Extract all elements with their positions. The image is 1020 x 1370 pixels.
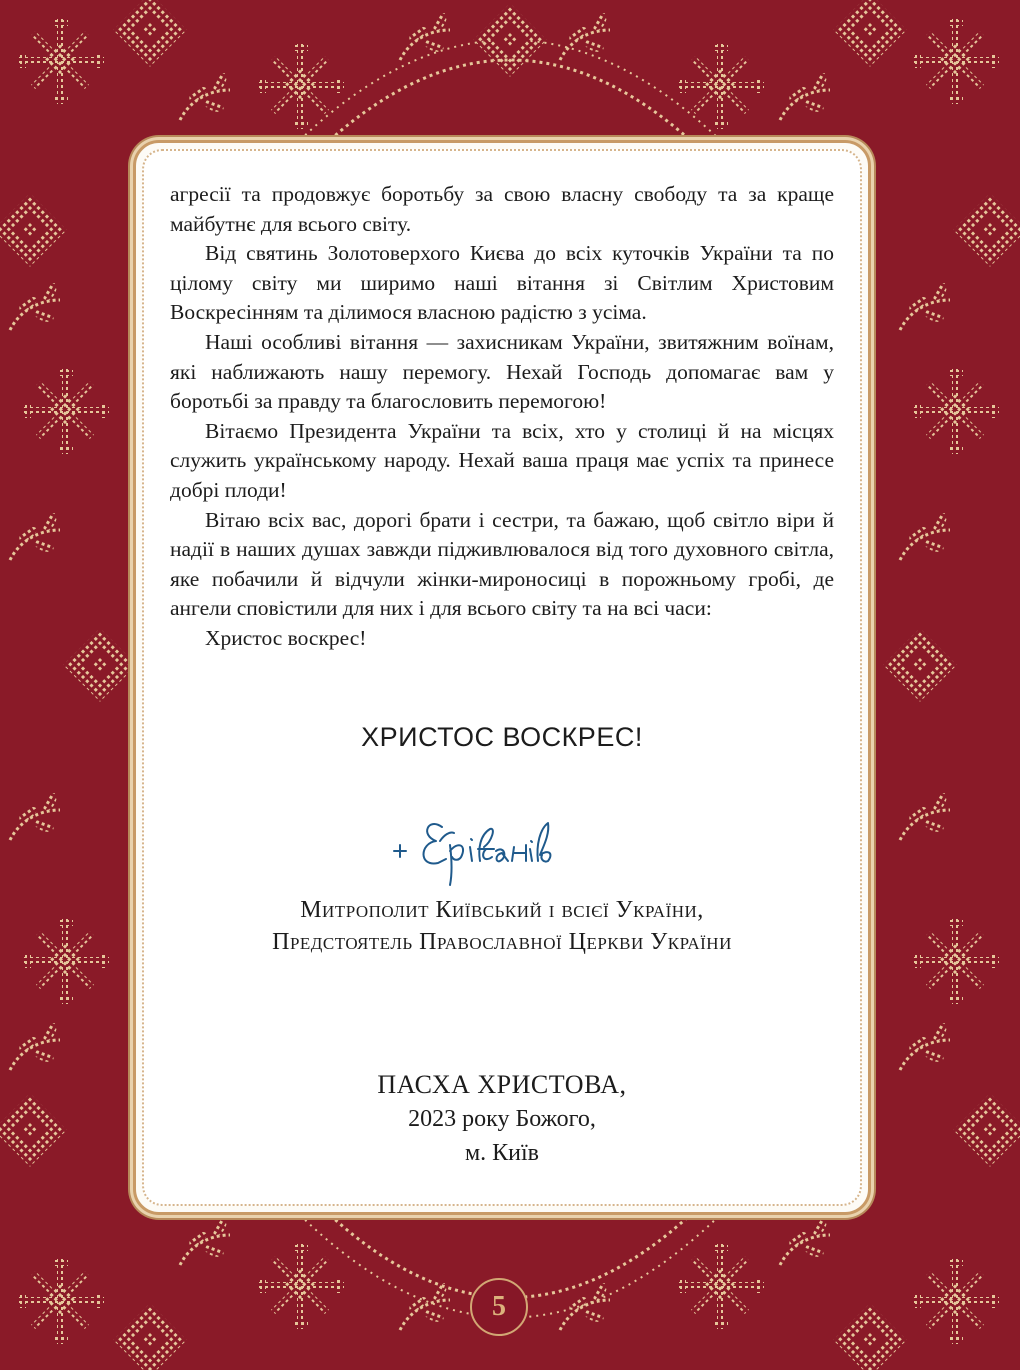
easter-greeting-heading: ХРИСТОС ВОСКРЕС!	[361, 722, 643, 752]
page-number: 5	[470, 1278, 528, 1336]
letter-paragraph: Від святинь Золотоверхого Києва до всіх куточків України та по цілому світу ми ширимо наші вітання зі Світлим Христовим Воскресінням та ділимося власною радістю з усіма.	[170, 241, 834, 325]
year-line: 2023 року Божого,	[408, 1106, 596, 1132]
handwritten-signature	[380, 805, 600, 890]
place-line: м. Київ	[464, 1140, 540, 1166]
signatory-title-line-2: Предстоятель Православної Церкви України	[272, 929, 732, 955]
date-place-block	[170, 1068, 834, 1170]
letter-paragraph: Христос воскрес!	[205, 625, 367, 650]
letter-body	[170, 180, 834, 654]
letter-paragraph: Вітаємо Президента України та всіх, хто у столиці й на місцях служить українському народу. Нехай ваша праця має успіх та принесе добрі плоди!	[170, 418, 834, 502]
letter-paragraph: Наші особливі вітання — захисникам України, звитяжним воїнам, які наближають нашу перемогу. Нехай Господь допомагає вам у боротьбі за правду та благословить перемогою!	[170, 329, 834, 414]
feast-name: ПАСХА ХРИСТОВА,	[377, 1070, 627, 1099]
signatory-title-line-1: Митрополит Київський і всієї України,	[300, 897, 704, 923]
letter-paragraph: агресії та продовжує боротьбу за свою власну свободу та за краще майбутнє для всього світу.	[170, 182, 834, 236]
letter-paragraph: Вітаю всіх вас, дорогі брати і сестри, та бажаю, щоб світло віри й надії в наших душах завжди підживлювалося від того духовного світла, яке побачили й відчули жінки-мироносиці в порожньому гробі, де ангели сповістили для них і для всього світу та на всі часи:	[170, 507, 834, 621]
